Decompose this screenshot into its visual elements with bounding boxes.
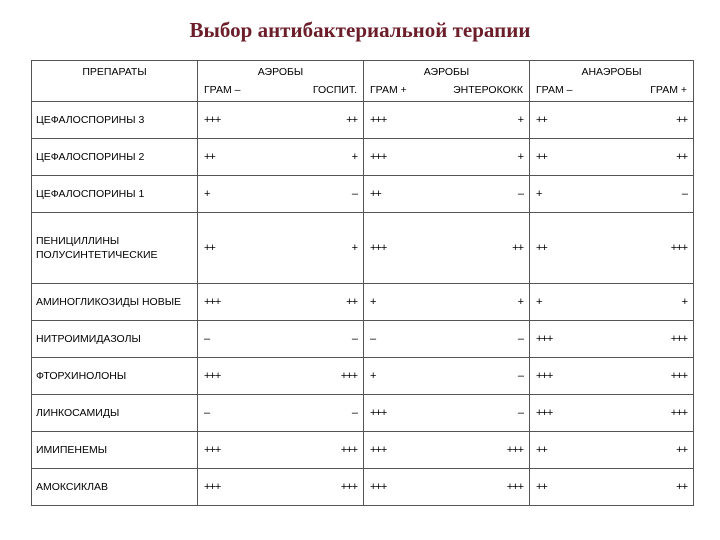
- activity-cell: [364, 175, 530, 212]
- table-row: [32, 102, 694, 139]
- table-row: [32, 284, 694, 321]
- activity-value-left: ++: [536, 150, 547, 163]
- activity-cell: [198, 358, 364, 395]
- activity-value-right: +++: [670, 407, 687, 420]
- drug-name: ЦЕФАЛОСПОРИНЫ 2: [32, 138, 198, 175]
- subgroup-right: ЭНТЕРОКОКК: [453, 84, 523, 96]
- activity-cell: [198, 212, 364, 283]
- activity-value-right: +++: [340, 443, 357, 456]
- subgroup-right: ГОСПИТ.: [312, 84, 357, 96]
- activity-cell: [530, 284, 694, 321]
- activity-value-right: ++: [346, 113, 357, 126]
- activity-value-left: +++: [370, 443, 387, 456]
- drug-name: ЦЕФАЛОСПОРИНЫ 3: [32, 102, 198, 139]
- activity-cell: [530, 468, 694, 505]
- activity-cell: [198, 138, 364, 175]
- activity-value-left: +++: [536, 407, 553, 420]
- table-row: [32, 175, 694, 212]
- activity-value-left: ++: [370, 187, 381, 200]
- activity-value-left: +++: [370, 113, 387, 126]
- activity-value-right: ++: [676, 443, 687, 456]
- table-row: [32, 321, 694, 358]
- activity-value-left: ++: [536, 480, 547, 493]
- activity-value-left: ++: [536, 113, 547, 126]
- activity-value-right: +: [517, 150, 523, 163]
- activity-cell: [198, 468, 364, 505]
- table-row: [32, 395, 694, 432]
- group-name: АЭРОБЫ: [423, 66, 470, 78]
- group-header: [530, 61, 694, 102]
- drug-name: ИМИПЕНЕМЫ: [32, 432, 198, 469]
- activity-value-right: +: [681, 296, 687, 309]
- activity-value-left: –: [204, 333, 210, 346]
- activity-value-right: –: [681, 187, 687, 200]
- activity-value-left: +: [204, 187, 210, 200]
- group-name: АЭРОБЫ: [257, 66, 304, 78]
- subgroup-left: ГРАМ +: [370, 84, 407, 96]
- activity-value-left: +++: [204, 480, 221, 493]
- activity-value-right: +: [351, 150, 357, 163]
- page-title: Выбор антибактериальной терапии: [189, 18, 531, 42]
- activity-value-left: +++: [536, 370, 553, 383]
- activity-value-right: –: [517, 187, 523, 200]
- activity-cell: [530, 212, 694, 283]
- activity-cell: [530, 432, 694, 469]
- activity-value-right: –: [351, 187, 357, 200]
- activity-cell: [364, 395, 530, 432]
- drug-name: НИТРОИМИДАЗОЛЫ: [32, 321, 198, 358]
- activity-value-right: –: [517, 333, 523, 346]
- activity-value-right: +++: [670, 370, 687, 383]
- activity-value-right: –: [351, 407, 357, 420]
- activity-value-right: +: [517, 296, 523, 309]
- group-header: [198, 61, 364, 102]
- activity-value-left: +++: [370, 480, 387, 493]
- activity-cell: [198, 321, 364, 358]
- subgroup-right: ГРАМ +: [650, 84, 687, 96]
- activity-value-left: +++: [370, 407, 387, 420]
- activity-value-left: +++: [204, 113, 221, 126]
- activity-value-right: +++: [506, 480, 523, 493]
- activity-value-right: –: [351, 333, 357, 346]
- table-row: [32, 468, 694, 505]
- group-header: [364, 61, 530, 102]
- drug-name: АМИНОГЛИКОЗИДЫ НОВЫЕ: [32, 284, 198, 321]
- activity-value-right: ++: [676, 480, 687, 493]
- subgroup-left: ГРАМ –: [204, 84, 241, 96]
- activity-value-right: +++: [340, 480, 357, 493]
- activity-value-left: +: [536, 296, 542, 309]
- drugs-header-label: ПРЕПАРАТЫ: [82, 66, 147, 78]
- activity-value-left: +++: [204, 443, 221, 456]
- activity-cell: [364, 432, 530, 469]
- table-row: [32, 358, 694, 395]
- subgroup-left: ГРАМ –: [536, 84, 573, 96]
- activity-value-right: +++: [670, 333, 687, 346]
- activity-value-left: +++: [370, 242, 387, 255]
- activity-value-right: +: [517, 113, 523, 126]
- activity-value-left: –: [204, 407, 210, 420]
- activity-cell: [198, 284, 364, 321]
- activity-value-left: +++: [204, 370, 221, 383]
- activity-value-right: ++: [346, 296, 357, 309]
- activity-cell: [198, 175, 364, 212]
- activity-value-left: +: [370, 370, 376, 383]
- drug-name: АМОКСИКЛАВ: [32, 468, 198, 505]
- activity-value-left: ++: [204, 150, 215, 163]
- table-row: [32, 138, 694, 175]
- activity-cell: [530, 175, 694, 212]
- activity-value-right: ++: [676, 113, 687, 126]
- activity-value-right: +++: [670, 242, 687, 255]
- therapy-table: [31, 60, 694, 506]
- activity-value-left: +: [536, 187, 542, 200]
- table-row: [32, 432, 694, 469]
- activity-value-right: +: [351, 242, 357, 255]
- activity-cell: [198, 395, 364, 432]
- drugs-header: [32, 61, 198, 102]
- activity-cell: [364, 468, 530, 505]
- activity-value-right: –: [517, 370, 523, 383]
- activity-value-left: +++: [536, 333, 553, 346]
- activity-cell: [364, 212, 530, 283]
- drug-name: ПЕНИЦИЛЛИНЫ ПОЛУСИНТЕТИЧЕСКИЕ: [32, 212, 198, 283]
- group-name: АНАЭРОБЫ: [581, 66, 642, 78]
- header-row: [32, 61, 694, 102]
- activity-cell: [530, 102, 694, 139]
- activity-cell: [530, 138, 694, 175]
- activity-cell: [530, 321, 694, 358]
- activity-value-left: +: [370, 296, 376, 309]
- activity-cell: [530, 358, 694, 395]
- activity-cell: [530, 395, 694, 432]
- activity-cell: [364, 102, 530, 139]
- drug-name: ЦЕФАЛОСПОРИНЫ 1: [32, 175, 198, 212]
- activity-cell: [198, 102, 364, 139]
- activity-cell: [364, 284, 530, 321]
- activity-value-right: ++: [512, 242, 523, 255]
- activity-value-left: ++: [204, 242, 215, 255]
- activity-cell: [198, 432, 364, 469]
- activity-value-right: ++: [676, 150, 687, 163]
- activity-value-left: ++: [536, 242, 547, 255]
- activity-cell: [364, 138, 530, 175]
- activity-value-right: –: [517, 407, 523, 420]
- activity-value-left: ++: [536, 443, 547, 456]
- drug-name: ФТОРХИНОЛОНЫ: [32, 358, 198, 395]
- activity-value-right: +++: [340, 370, 357, 383]
- activity-value-right: +++: [506, 443, 523, 456]
- activity-cell: [364, 321, 530, 358]
- table-row: [32, 212, 694, 283]
- drug-name: ЛИНКОСАМИДЫ: [32, 395, 198, 432]
- activity-value-left: +++: [370, 150, 387, 163]
- activity-value-left: –: [370, 333, 376, 346]
- activity-cell: [364, 358, 530, 395]
- activity-value-left: +++: [204, 296, 221, 309]
